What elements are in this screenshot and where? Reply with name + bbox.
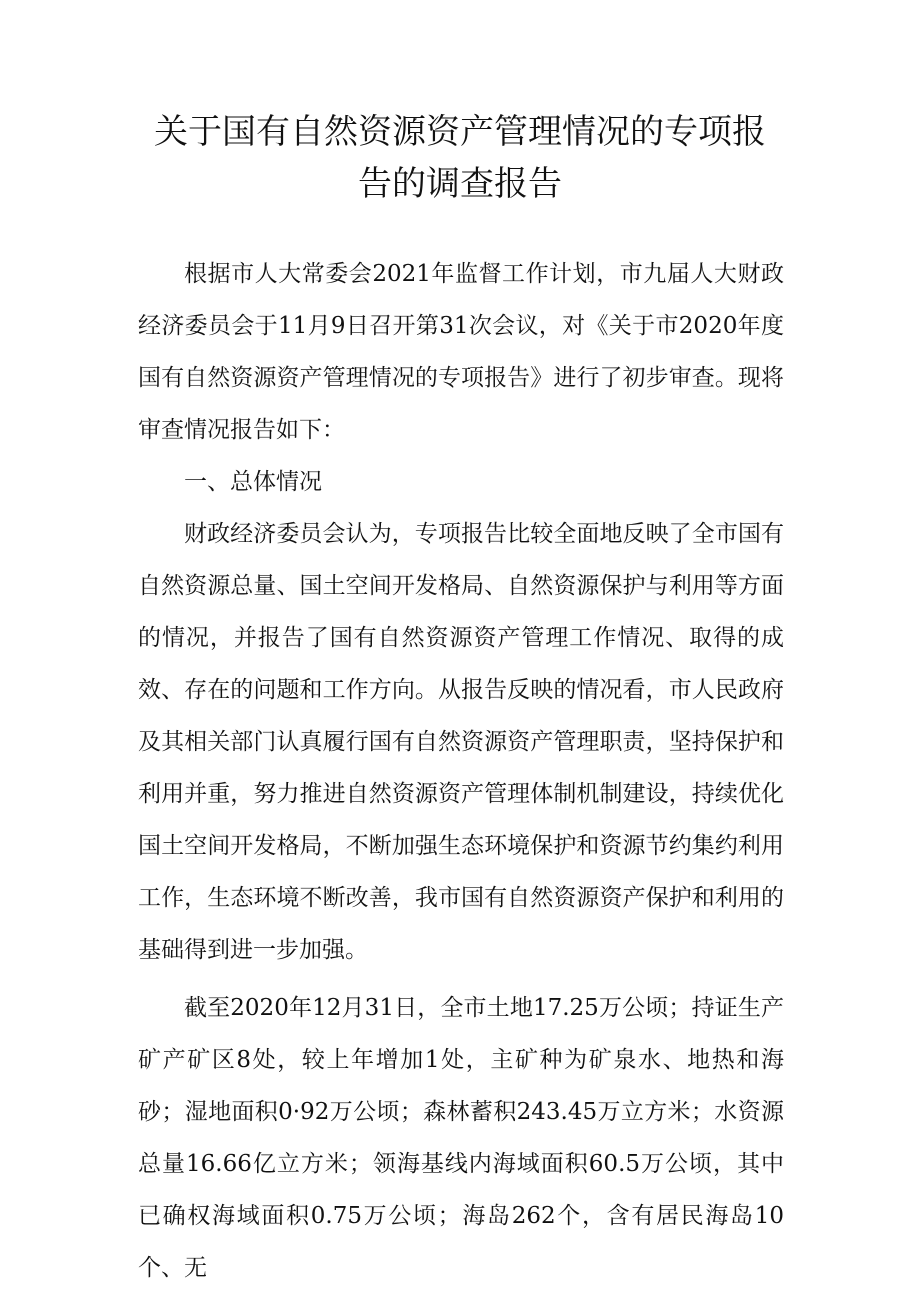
section-heading: 一、总体情况 <box>184 469 322 495</box>
title-line-2: 告的调查报告 <box>358 164 562 204</box>
paragraph-overview: 财政经济委员会认为，专项报告比较全面地反映了全市国有自然资源总量、国土空间开发格局、自然资源保护与利用等方面的情况，并报告了国有自然资源资产管理工作情况、取得的成效、存在的问题和工作方向。从报告反映的情况看，市人民政府及其相关部门认真履行国有自然资源资产管理职责，坚持保护和利用并重，努力推进自然资源资产管理体制机制建设，持续优化国土空间开发格局，不断加强生态环境保护和资源节约集约利用工作，生态环境不断改善，我市国有自然资源资产保护和利用的基础得到进一步加强。 <box>138 521 784 963</box>
title-line-1: 关于国有自然资源资产管理情况的专项报 <box>154 112 766 152</box>
paragraph-statistics: 截至2020年12月31日，全市土地17.25万公顷；持证生产矿产矿区8处，较上年增加1处，主矿种为矿泉水、地热和海砂；湿地面积0·92万公顷；森林蓄积243.45万立方米；水资源总量16.66亿立方米；领海基线内海域面积60.5万公顷，其中已确权海域面积0.75万公顷；海岛262个，含有居民海岛10个、无 <box>138 995 784 1281</box>
document-body <box>138 248 784 1294</box>
document-title <box>120 106 800 210</box>
paragraph-intro: 根据市人大常委会2021年监督工作计划，市九届人大财政经济委员会于11月9日召开第31次会议，对《关于市2020年度国有自然资源资产管理情况的专项报告》进行了初步审查。现将审查情况报告如下： <box>138 261 784 443</box>
